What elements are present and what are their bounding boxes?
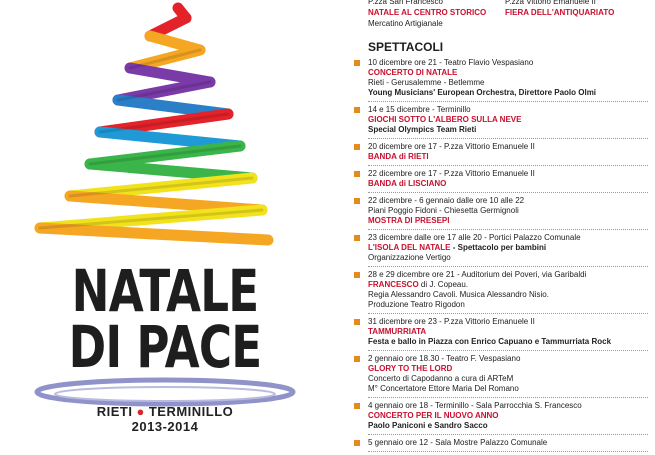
event-line-text: Festa e ballo in Piazza con Enrico Capuano e Tammurriata Rock (368, 337, 612, 346)
program-column (350, 0, 655, 447)
event-list (350, 58, 655, 455)
dotted-divider (368, 397, 648, 398)
top-left-title: NATALE AL CENTRO STORICO (368, 8, 487, 17)
square-bullet-icon (354, 319, 360, 325)
dotted-divider (368, 165, 648, 166)
event-title (368, 179, 655, 189)
event-item (350, 142, 655, 166)
event-title (368, 68, 655, 78)
place-rieti: RIETI (96, 404, 133, 419)
event-line-text: Concerto di Capodanno a cura di ARTeM (368, 374, 514, 383)
event-item (350, 105, 655, 139)
event-item (350, 233, 655, 267)
square-bullet-icon (354, 171, 360, 177)
event-line-text: Organizzazione Vertigo (368, 253, 451, 262)
event-title (368, 243, 655, 253)
event-line-text: 31 dicembre ore 23 - P.zza Vittorio Emanuele II (368, 317, 535, 326)
event-line-text: 20 dicembre ore 17 - P.zza Vittorio Emanuele II (368, 142, 535, 151)
event-item (350, 401, 655, 435)
event-detail (368, 384, 655, 394)
event-detail (368, 317, 655, 327)
event-item (350, 438, 655, 452)
event-line-text: GLORY TO THE LORD (368, 364, 453, 373)
bullet-dot-icon: ● (136, 404, 145, 419)
base-swoosh-inner (55, 387, 275, 401)
event-detail (368, 78, 655, 88)
event-title (368, 411, 655, 421)
event-detail (368, 401, 655, 411)
event-item (350, 196, 655, 230)
poster-title-line-2: DI PACE (68, 313, 262, 381)
event-line-text: 28 e 29 dicembre ore 21 - Auditorium dei Poveri, via Garibaldi (368, 270, 587, 279)
event-line-text: 14 e 15 dicembre - Terminillo (368, 105, 471, 114)
event-title (368, 327, 655, 337)
dotted-divider (368, 229, 648, 230)
event-line-text: Regia Alessandro Cavoli. Musica Alessandro Nisio. (368, 290, 549, 299)
event-line-text: 5 gennaio ore 12 - Sala Mostre Palazzo Comunale (368, 438, 548, 447)
event-line-text: 23 dicembre dalle ore 17 alle 20 - Portici Palazzo Comunale (368, 233, 581, 242)
event-detail (368, 337, 655, 347)
poster-years: 2013-2014 (131, 419, 199, 434)
event-line-text: MOSTRA DI PRESEPI (368, 216, 450, 225)
square-bullet-icon (354, 403, 360, 409)
event-detail (368, 105, 655, 115)
section-title-spettacoli: SPETTACOLI (368, 40, 444, 54)
event-detail (368, 58, 655, 68)
event-line-text: TAMMURRIATA (368, 327, 427, 336)
event-line-text: 22 dicembre ore 17 - P.zza Vittorio Emanuele II (368, 169, 535, 178)
dotted-divider (368, 101, 648, 102)
event-detail (368, 206, 655, 216)
top-left-detail: Mercatino Artigianale (368, 19, 443, 28)
dotted-divider (368, 451, 648, 452)
event-detail (368, 233, 655, 243)
event-item (350, 169, 655, 193)
event-title (368, 152, 655, 162)
event-line-suffix: - Spettacolo per bambini (450, 243, 547, 252)
event-item (350, 354, 655, 398)
top-event-left (368, 0, 486, 29)
square-bullet-icon (354, 198, 360, 204)
event-line-text: Piani Poggio Fidoni - Chiesetta Germignoli (368, 206, 519, 215)
dotted-divider (368, 192, 648, 193)
top-event-right (505, 0, 614, 18)
event-detail (368, 196, 655, 206)
event-detail (368, 142, 655, 152)
event-line-text: BANDA di RIETI (368, 152, 429, 161)
event-title (368, 364, 655, 374)
event-item (350, 270, 655, 314)
event-detail (368, 290, 655, 300)
event-item (350, 317, 655, 351)
square-bullet-icon (354, 60, 360, 66)
event-detail (368, 169, 655, 179)
top-left-location: P.zza San Francesco (368, 0, 444, 6)
event-line-text: L'ISOLA DEL NATALE (368, 243, 451, 252)
top-right-title: FIERA DELL'ANTIQUARIATO (505, 8, 615, 17)
place-terminillo: TERMINILLO (148, 404, 234, 419)
square-bullet-icon (354, 272, 360, 278)
square-bullet-icon (354, 440, 360, 446)
event-line-text: 10 dicembre ore 21 - Teatro Flavio Vespasiano (368, 58, 534, 67)
event-detail (368, 88, 655, 98)
dotted-divider (368, 313, 648, 314)
event-detail (368, 354, 655, 364)
event-detail (368, 438, 655, 448)
square-bullet-icon (354, 144, 360, 150)
event-line-suffix: di J. Copeau. (418, 280, 469, 289)
event-line-text: BANDA di LISCIANO (368, 179, 447, 188)
square-bullet-icon (354, 235, 360, 241)
event-line-text: GIOCHI SOTTO L'ALBERO SULLA NEVE (368, 115, 522, 124)
square-bullet-icon (354, 356, 360, 362)
event-line-text: CONCERTO DI NATALE (368, 68, 458, 77)
event-title (368, 115, 655, 125)
dotted-divider (368, 350, 648, 351)
top-right-location: P.zza Vittorio Emanuele II (505, 0, 596, 6)
event-line-text: Special Olympics Team Rieti (368, 125, 477, 134)
event-detail (368, 270, 655, 280)
event-detail (368, 125, 655, 135)
event-detail (368, 300, 655, 310)
event-item (350, 58, 655, 102)
dotted-divider (368, 266, 648, 267)
event-detail (368, 374, 655, 384)
event-line-text: Rieti - Gerusalemme - Betlemme (368, 78, 485, 87)
poster-place (0, 404, 330, 419)
event-line-text: 2 gennaio ore 18.30 - Teatro F. Vespasiano (368, 354, 521, 363)
event-line-text: CONCERTO PER IL NUOVO ANNO (368, 411, 499, 420)
event-line-text: Paolo Paniconi e Sandro Sacco (368, 421, 488, 430)
dotted-divider (368, 138, 648, 139)
event-line-text: Young Musicians' European Orchestra, Direttore Paolo Olmi (368, 88, 597, 97)
event-detail (368, 253, 655, 263)
event-detail (368, 421, 655, 431)
event-line-text: FRANCESCO (368, 280, 419, 289)
poster-title-line-1: NATALE (71, 257, 259, 325)
event-title (368, 280, 655, 290)
event-line-text: 22 dicembre - 6 gennaio dalle ore 10 alle 22 (368, 196, 525, 205)
event-line-text: Produzione Teatro Rigodon (368, 300, 465, 309)
square-bullet-icon (354, 107, 360, 113)
dotted-divider (368, 434, 648, 435)
event-line-text: M° Concertatore Ettore Maria Del Romano (368, 384, 519, 393)
event-line-text: 4 gennaio ore 18 - Terminillo - Sala Parrocchia S. Francesco (368, 401, 582, 410)
event-title (368, 216, 655, 226)
